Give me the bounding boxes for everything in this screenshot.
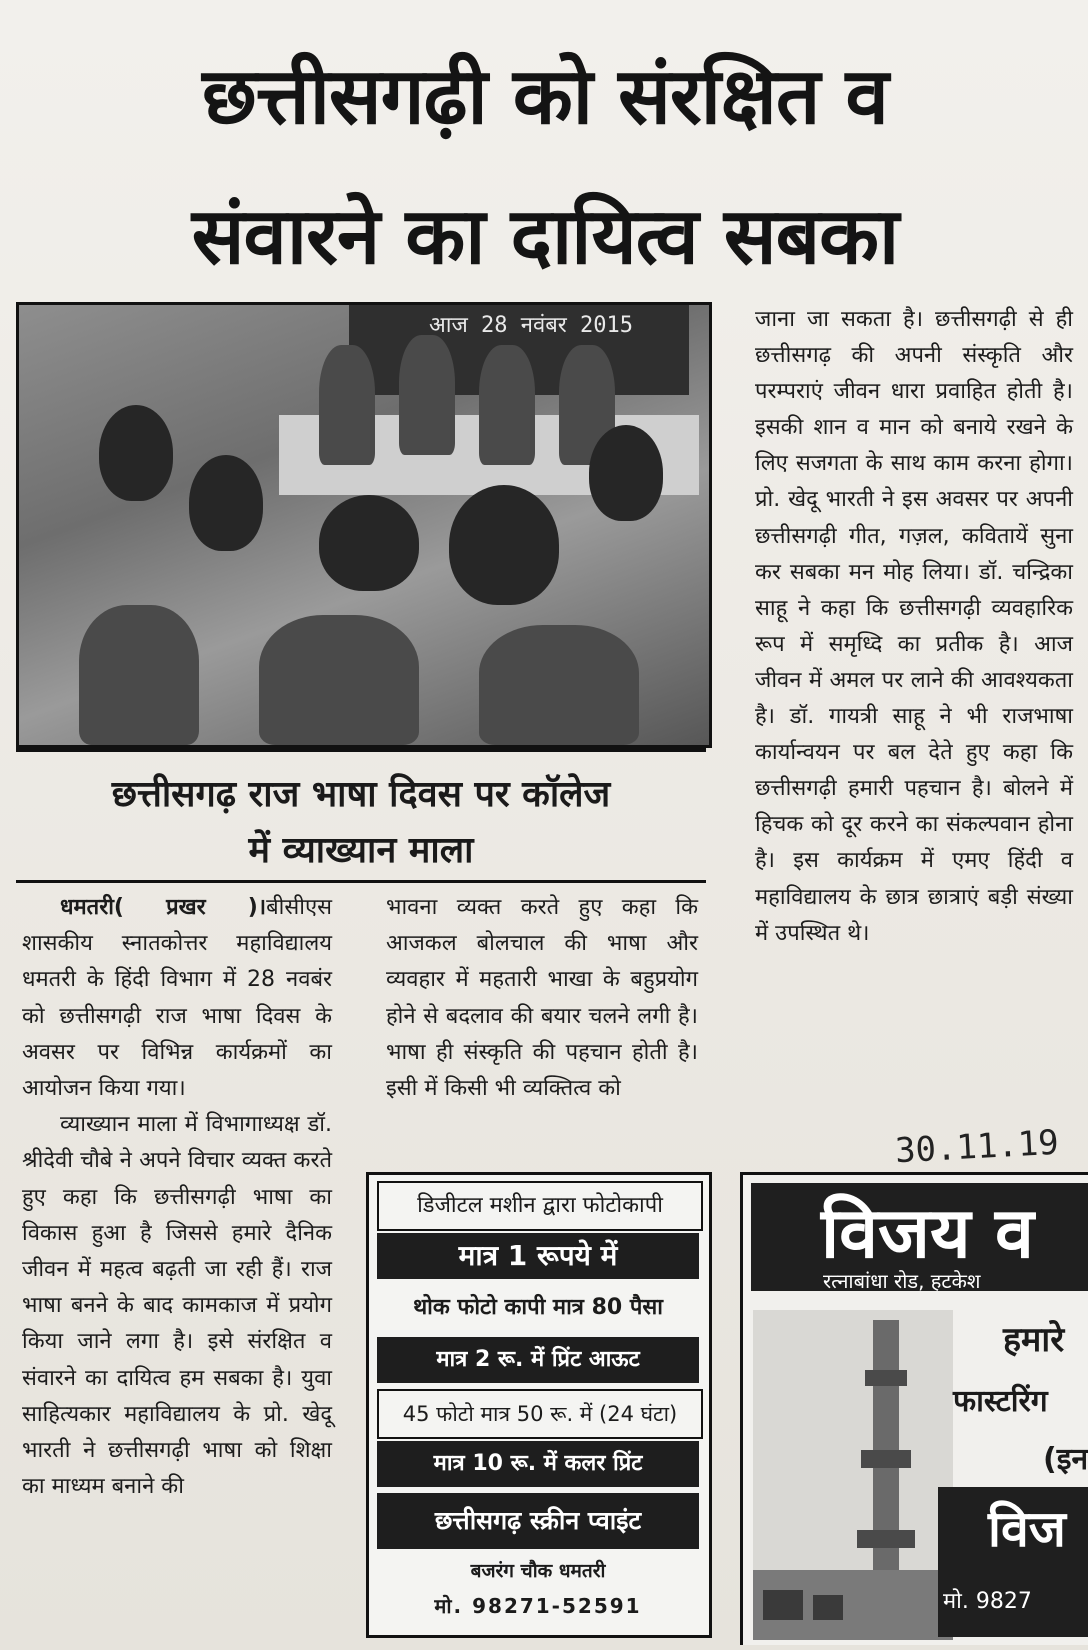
article-dateline: धमतरी( प्रखर )। (60, 895, 267, 920)
article-column-left (22, 890, 332, 1505)
vijay-line-fastring: फास्टरिंग (953, 1384, 1048, 1419)
vijay-address: रत्नाबांधा रोड, हटकेश (823, 1269, 981, 1293)
audience-head (99, 405, 173, 501)
ad-shop-name: छत्तीसगढ़ स्क्रीन प्वाइंट (377, 1493, 699, 1549)
article-paragraph-right: जाना जा सकता है। छत्तीसगढ़ी से ही छत्तीसगढ़ की अपनी संस्कृति और परम्पराएं जीवन धारा प्रवाहित होती है। इसकी शान व मान को बनाये रखने के लिए सजगता के साथ काम करना होगा। प्रो. खेदू भारती ने इस अवसर पर अपनी छत्तीसगढ़ी गीत, गज़ल, कवितायें सुना कर सबका मन मोह लिया। डॉ. चन्द्रिका साहू ने कहा कि छत्तीसगढ़ी व्यवहारिक रूप में समृध्दि का प्रतीक है। आज जीवन में अमल पर लाने की आवश्यकता है। डॉ. गायत्री साहू ने भी राजभाषा कार्यान्वयन पर बल देते हुए कहा कि छत्तीसगढ़ी हमारी पहचान है। बोलने में हिचक को दूर करने का संकल्पवान होना है। इस कार्यक्रम में एमए हिंदी व महाविद्यालय के छात्र छात्राएं बड़ी संख्या में उपस्थित थे। (755, 307, 1073, 946)
audience-figure (259, 615, 419, 745)
speaker-figure (319, 345, 375, 465)
audience-head (449, 485, 559, 605)
vijay-phone: मो. 9827 (943, 1589, 1032, 1614)
photocopy-advertisement (366, 1172, 712, 1638)
audience-figure (79, 605, 199, 745)
speaker-figure (399, 335, 455, 455)
article-paragraph-middle: भावना व्यक्त करते हुए कहा कि आजकल बोलचाल की भाषा और व्यवहार में महतारी भाखा के बहुप्रयोग होने से बदलाव की बयार चलने लगी है। भाषा ही संस्कृति की पहचान होती है। इसी में किसी भी व्यक्तित्व को (386, 895, 698, 1102)
event-photo (16, 302, 712, 748)
headline-line-2: संवारने का दायित्व सबका (191, 192, 899, 282)
audience-head (319, 495, 419, 591)
subheadline-line-1: छत्तीसगढ़ राज भाषा दिवस पर कॉलेज (111, 774, 611, 815)
article-column-right (755, 302, 1073, 952)
ad-line-color-print: मात्र 10 रू. में कलर प्रिंट (377, 1441, 699, 1487)
subheadline (16, 748, 706, 883)
article-paragraph-1: बीसीएस शासकीय स्नातकोत्तर महाविद्यालय धमतरी के हिंदी विभाग में 28 नवबंर को छत्तीसगढ़ी राज भाषा दिवस के अवसर पर विभिन्न कार्यक्रमों का आयोजन किया गया। (22, 895, 332, 1102)
vijay-advertisement (740, 1172, 1088, 1645)
ad-line-bulk-photocopy: थोक फोटो कापी मात्र 80 पैसा (413, 1295, 663, 1320)
vijay-banner: विजय व (751, 1183, 1088, 1291)
article-column-middle (386, 890, 698, 1107)
handwritten-date: 30.11.19 (894, 1122, 1060, 1172)
audience-figure (479, 625, 639, 745)
ad-line-printout: मात्र 2 रू. में प्रिंट आऊट (377, 1337, 699, 1383)
subheadline-line-2: में व्याख्यान माला (248, 830, 474, 871)
blackboard-date-text: आज 28 नवंबर 2015 (429, 313, 634, 338)
building-illustration (753, 1310, 953, 1640)
ad-shop-phone: मो. 98271-52591 (434, 1594, 642, 1618)
ad-line-digital-photocopy: डिजीटल मशीन द्वारा फोटोकापी (377, 1181, 703, 1231)
vijay-line-paren: (इन (1043, 1442, 1088, 1477)
audience-head (189, 455, 263, 551)
headline-line-1: छत्तीसगढ़ी को संरक्षित व (202, 52, 888, 142)
vijay-line-hamare: हमारे (1003, 1320, 1065, 1360)
vijay-name-secondary: विज (988, 1500, 1066, 1558)
audience-head (589, 425, 663, 521)
ad-line-photos: 45 फोटो मात्र 50 रू. में (24 घंटा) (377, 1389, 703, 1439)
speaker-figure (479, 345, 535, 465)
ad-line-one-rupee: मात्र 1 रूपये में (377, 1233, 699, 1279)
ad-shop-address: बजरंग चौक धमतरी (470, 1560, 606, 1582)
article-paragraph-2: व्याख्यान माला में विभागाध्यक्ष डॉ. श्रीदेवी चौबे ने अपने विचार व्यक्त करते हुए कहा कि छत्तीसगढ़ी भाषा का विकास हुआ है जिससे हमारे दैनिक जीवन में महत्व बढ़ती जा रही हैं। राज भाषा बनने के बाद कामकाज में प्रयोग किया जाने लगा है। इसे संरक्षित व संवारने का दायित्व हम सबका है। युवा साहित्यकार महाविद्यालय के प्रो. खेदू भारती ने छत्तीसगढ़ी भाषा को शिक्षा का माध्यम बनाने की (22, 1112, 332, 1500)
